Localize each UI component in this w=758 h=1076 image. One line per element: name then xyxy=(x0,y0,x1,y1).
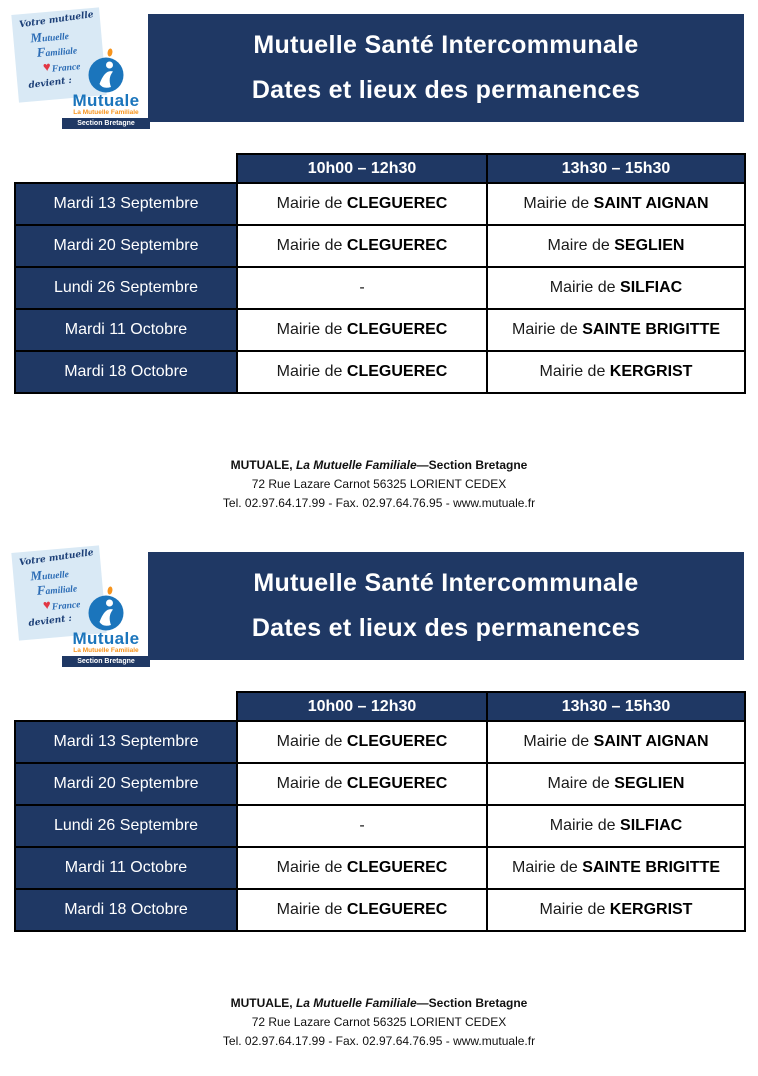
morning-cell xyxy=(237,847,487,889)
logo-handwritten-bottom: devient : xyxy=(27,613,73,629)
empty-corner-cell xyxy=(15,692,237,721)
venue-prefix: Mairie de xyxy=(276,363,347,380)
brand-name: Mutuale xyxy=(72,629,140,648)
permanence-notice xyxy=(0,538,758,1076)
afternoon-cell xyxy=(487,309,745,351)
date-cell: Mardi 20 Septembre xyxy=(15,763,237,805)
venue-prefix: Mairie de xyxy=(276,775,347,792)
venue-prefix: Maire de xyxy=(547,237,615,254)
table-row xyxy=(15,309,745,351)
france-accent-icon: ♥ xyxy=(42,58,52,75)
footer-org-italic: La Mutuelle Familiale xyxy=(292,996,417,1010)
table-row xyxy=(15,763,745,805)
footer-org-line xyxy=(0,456,758,475)
venue-prefix: Mairie de xyxy=(276,733,347,750)
afternoon-cell xyxy=(487,183,745,225)
footer-org-dash: — xyxy=(416,458,429,472)
footer-org-line xyxy=(0,994,758,1013)
venue-prefix: Mairie de xyxy=(549,817,621,834)
afternoon-cell xyxy=(487,225,745,267)
mutuale-icon xyxy=(86,48,126,94)
date-cell: Mardi 13 Septembre xyxy=(15,721,237,763)
venue-place: CLEGUEREC xyxy=(346,195,448,212)
venue-prefix: Mairie de xyxy=(276,237,347,254)
logo-handwritten-bottom: devient : xyxy=(27,75,73,91)
footer xyxy=(0,994,758,1052)
venue-place: SAINT AIGNAN xyxy=(593,195,709,212)
venue-place: SAINTE BRIGITTE xyxy=(582,859,721,876)
old-brand-line: Familiale xyxy=(36,582,78,598)
morning-cell xyxy=(237,889,487,931)
table-row xyxy=(15,889,745,931)
morning-cell xyxy=(237,721,487,763)
brand-section-badge: Section Bretagne xyxy=(62,118,150,129)
morning-cell xyxy=(237,805,487,847)
table-row xyxy=(15,847,745,889)
page-subtitle: Dates et lieux des permanences xyxy=(251,76,641,105)
footer-contact: Tel. 02.97.64.17.99 - Fax. 02.97.64.76.95 - www.mutuale.fr xyxy=(222,1034,536,1049)
table-row xyxy=(15,183,745,225)
table-row xyxy=(15,805,745,847)
title-banner xyxy=(148,552,744,660)
footer-address: 72 Rue Lazare Carnot 56325 LORIENT CEDEX xyxy=(251,1015,507,1030)
venue-place: SILFIAC xyxy=(620,817,683,834)
footer-org-name: MUTUALE, xyxy=(230,458,293,472)
venue-prefix: Mairie de xyxy=(276,859,347,876)
venue-prefix: Mairie de xyxy=(276,901,347,918)
footer-org-dash: — xyxy=(416,996,429,1010)
venue-place: SAINT AIGNAN xyxy=(593,733,709,750)
morning-cell xyxy=(237,225,487,267)
venue-prefix: Mairie de xyxy=(539,363,610,380)
afternoon-cell xyxy=(487,721,745,763)
title-banner xyxy=(148,14,744,122)
date-cell: Mardi 11 Octobre xyxy=(15,847,237,889)
morning-cell xyxy=(237,267,487,309)
date-cell: Mardi 18 Octobre xyxy=(15,889,237,931)
afternoon-cell xyxy=(487,267,745,309)
footer-contact: Tel. 02.97.64.17.99 - Fax. 02.97.64.76.95 - www.mutuale.fr xyxy=(222,496,536,511)
mutuale-brand xyxy=(62,586,150,667)
old-brand-line-text: France xyxy=(51,600,81,613)
footer xyxy=(0,456,758,514)
table-row xyxy=(15,225,745,267)
schedule-table xyxy=(14,153,746,394)
date-cell: Lundi 26 Septembre xyxy=(15,267,237,309)
brand-subtitle: La Mutuelle Familiale xyxy=(73,647,139,654)
logo-handwritten-top: Votre mutuelle xyxy=(18,548,95,569)
venue-place: CLEGUEREC xyxy=(346,733,448,750)
date-cell: Mardi 20 Septembre xyxy=(15,225,237,267)
footer-org-name: MUTUALE, xyxy=(230,996,293,1010)
venue-place: CLEGUEREC xyxy=(346,775,448,792)
venue-prefix: - xyxy=(359,279,365,296)
table-row xyxy=(15,721,745,763)
venue-prefix: Mairie de xyxy=(511,321,583,338)
venue-place: SILFIAC xyxy=(620,279,683,296)
brand-subtitle: La Mutuelle Familiale xyxy=(73,109,139,116)
old-brand-line: Mutuelle xyxy=(29,29,70,46)
venue-place: CLEGUEREC xyxy=(346,237,448,254)
date-cell: Mardi 18 Octobre xyxy=(15,351,237,393)
morning-cell xyxy=(237,351,487,393)
brand-section-badge: Section Bretagne xyxy=(62,656,150,667)
mutuale-brand xyxy=(62,48,150,129)
venue-prefix: Mairie de xyxy=(511,859,583,876)
footer-address: 72 Rue Lazare Carnot 56325 LORIENT CEDEX xyxy=(251,477,507,492)
old-brand-line: Familiale xyxy=(36,44,78,60)
table-row xyxy=(15,267,745,309)
venue-place: SEGLIEN xyxy=(614,237,685,254)
afternoon-cell xyxy=(487,847,745,889)
venue-place: KERGRIST xyxy=(609,363,693,380)
page-title: Mutuelle Santé Intercommunale xyxy=(253,30,639,59)
france-accent-icon: ♥ xyxy=(42,596,52,613)
old-brand-line-text: France xyxy=(51,62,81,75)
afternoon-cell xyxy=(487,805,745,847)
empty-corner-cell xyxy=(15,154,237,183)
mutuale-logo xyxy=(12,544,150,666)
afternoon-cell xyxy=(487,889,745,931)
venue-place: SEGLIEN xyxy=(614,775,685,792)
venue-prefix: Mairie de xyxy=(549,279,621,296)
schedule-table xyxy=(14,691,746,932)
venue-prefix: Mairie de xyxy=(276,321,347,338)
morning-cell xyxy=(237,183,487,225)
venue-prefix: Maire de xyxy=(547,775,615,792)
date-cell: Mardi 13 Septembre xyxy=(15,183,237,225)
footer-org-section: Section Bretagne xyxy=(428,996,528,1010)
mutuale-icon xyxy=(86,586,126,632)
table-header-row xyxy=(15,154,745,183)
venue-prefix: Mairie de xyxy=(539,901,610,918)
morning-cell xyxy=(237,763,487,805)
venue-place: CLEGUEREC xyxy=(346,859,448,876)
date-cell: Lundi 26 Septembre xyxy=(15,805,237,847)
venue-prefix: - xyxy=(359,817,365,834)
table-header-row xyxy=(15,692,745,721)
column-header-morning: 10h00 – 12h30 xyxy=(237,154,487,183)
footer-org-section: Section Bretagne xyxy=(428,458,528,472)
venue-prefix: Mairie de xyxy=(276,195,347,212)
footer-org-italic: La Mutuelle Familiale xyxy=(292,458,417,472)
page-subtitle: Dates et lieux des permanences xyxy=(251,614,641,643)
brand-name: Mutuale xyxy=(72,91,140,110)
afternoon-cell xyxy=(487,763,745,805)
column-header-afternoon: 13h30 – 15h30 xyxy=(487,692,745,721)
date-cell: Mardi 11 Octobre xyxy=(15,309,237,351)
venue-place: CLEGUEREC xyxy=(346,363,448,380)
morning-cell xyxy=(237,309,487,351)
venue-place: SAINTE BRIGITTE xyxy=(582,321,721,338)
table-row xyxy=(15,351,745,393)
afternoon-cell xyxy=(487,351,745,393)
venue-place: CLEGUEREC xyxy=(346,321,448,338)
venue-prefix: Mairie de xyxy=(523,733,594,750)
column-header-morning: 10h00 – 12h30 xyxy=(237,692,487,721)
column-header-afternoon: 13h30 – 15h30 xyxy=(487,154,745,183)
venue-prefix: Mairie de xyxy=(523,195,594,212)
page-title: Mutuelle Santé Intercommunale xyxy=(253,568,639,597)
mutuale-logo xyxy=(12,6,150,128)
logo-handwritten-top: Votre mutuelle xyxy=(18,10,95,31)
old-brand-line: Mutuelle xyxy=(29,567,70,584)
venue-place: CLEGUEREC xyxy=(346,901,448,918)
venue-place: KERGRIST xyxy=(609,901,693,918)
